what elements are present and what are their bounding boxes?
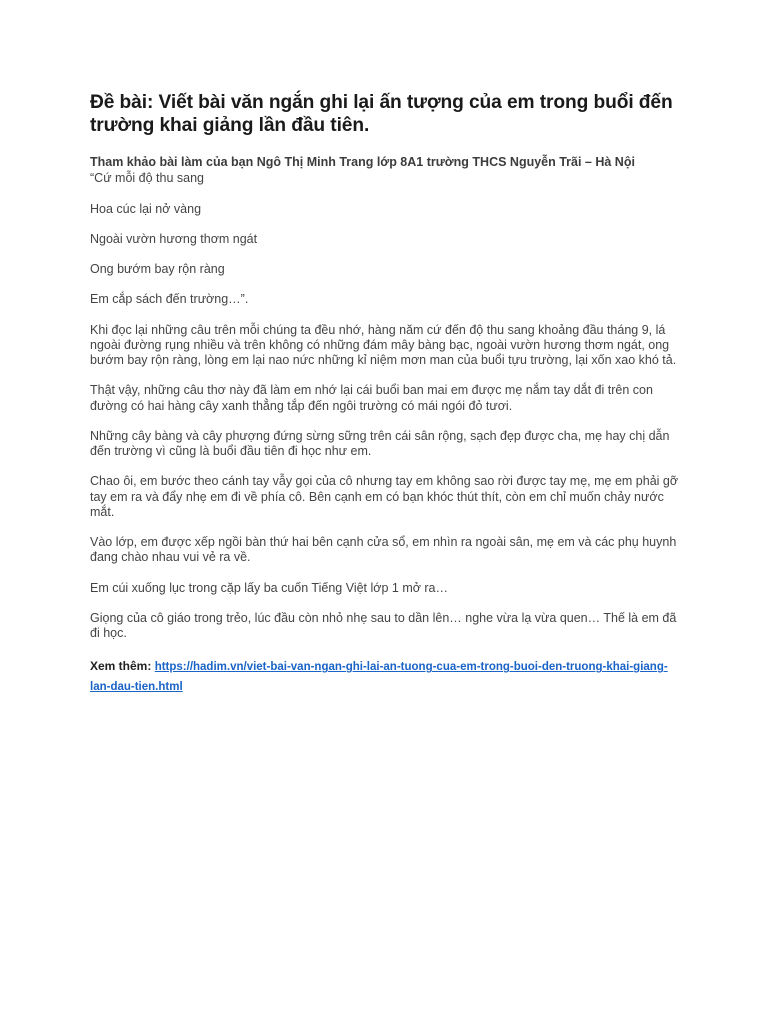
paragraph-1: Khi đọc lại những câu trên mỗi chúng ta đều nhớ, hàng năm cứ đến độ thu sang khoảng đầu tháng 9, lá ngoài đường rụng nhiều và trên không có những đám mây bàng bạc, ngoài vườn hương thơm ngát, ong bướm bay rộn ràng, lòng em lại nao nức những kỉ niệm mơn man của buổi tựu trường, lại xốn xao khó tả. [90,322,677,368]
paragraph-2: Thật vậy, những câu thơ này đã làm em nhớ lại cái buổi ban mai em được mẹ nắm tay dắt đi trên con đường có hai hàng cây xanh thẳng tắp đến ngôi trường có mái ngói đỏ tươi. [90,383,653,413]
subtitle: Tham khảo bài làm của bạn Ngô Thị Minh Trang lớp 8A1 trường THCS Nguyễn Trãi – Hà Nội [90,155,635,170]
see-more [90,657,680,696]
poem-line-2: Hoa cúc lại nở vàng [90,201,202,216]
paragraph-5: Vào lớp, em được xếp ngồi bàn thứ hai bên cạnh cửa sổ, em nhìn ra ngoài sân, mẹ em và các phụ huynh đang chào nhau vui vẻ ra về. [90,535,677,565]
document-page [90,92,680,696]
paragraph-3: Những cây bàng và cây phượng đứng sừng sững trên cái sân rộng, sạch đẹp được cha, mẹ hay chị dẫn đến trường vì cũng là buổi đầu tiên đi học như em. [90,428,670,459]
page-title: Đề bài: Viết bài văn ngắn ghi lại ấn tượng của em trong buổi đến trường khai giảng lần đầu tiên. [90,92,673,136]
paragraph-4: Chao ôi, em bước theo cánh tay vẫy gọi của cô nhưng tay em không sao rời được tay mẹ, mẹ em phải gỡ tay em ra và đẩy nhẹ em đi về phía cô. Bên cạnh em có bạn khóc thút thít, còn em chỉ muốn chảy nước mắt. [90,474,679,519]
poem-line-5: Em cắp sách đến trường…”. [90,292,249,307]
see-more-label: Xem thêm: [90,659,155,674]
poem-line-3: Ngoài vườn hương thơm ngát [90,231,258,246]
poem-line-1: “Cứ mỗi độ thu sang [90,170,204,185]
paragraph-7: Giọng của cô giáo trong trẻo, lúc đầu còn nhỏ nhẹ sau to dần lên… nghe vừa lạ vừa quen… Thế là em đã đi học. [90,610,677,641]
see-more-link[interactable]: https://hadim.vn/viet-bai-van-ngan-ghi-lai-an-tuong-cua-em-trong-buoi-den-truong-khai-giang-lan-dau-tien.html [90,661,668,693]
poem-line-4: Ong bướm bay rộn ràng [90,262,225,277]
paragraph-6: Em cúi xuống lục trong cặp lấy ba cuốn Tiếng Việt lớp 1 mở ra… [90,580,449,595]
